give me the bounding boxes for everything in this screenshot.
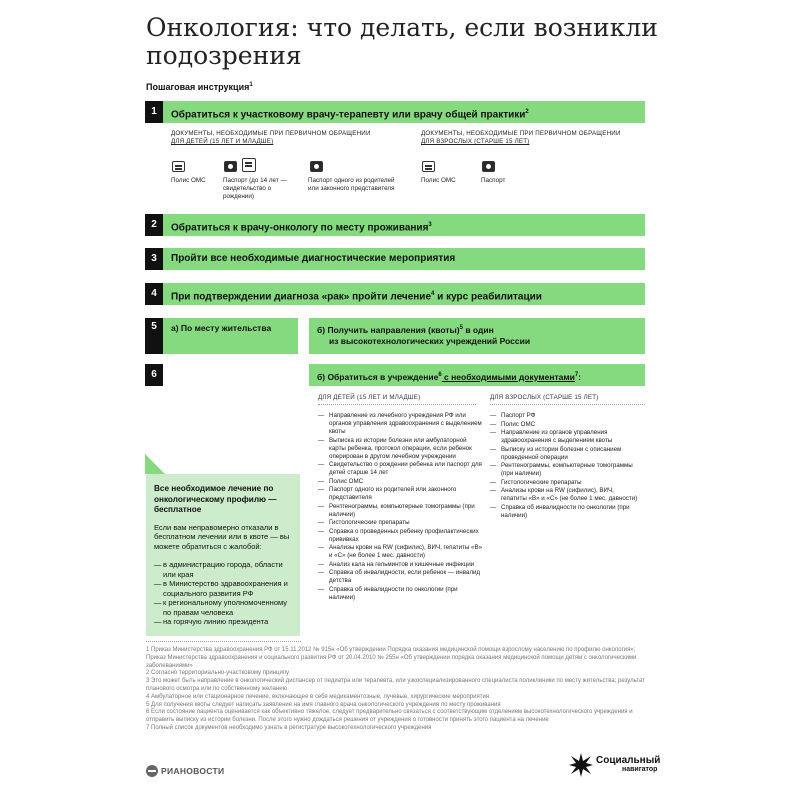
footnote: 6 Если состояние пациента оценивается как объективно тяжелое, следует предварительно связаться с соответствующим отделением высокотехнологического учреждения и отправить выписку из истории болезни. После этого нужно дождаться решения от учреждения о готовности принять этого пациента на лечение: [146, 709, 633, 724]
adults-divider: [490, 404, 645, 405]
step-number-5: 5: [145, 318, 163, 354]
list-item: — Полис ОМС: [490, 421, 640, 429]
step-3-bar: Пройти все необходимые диагностические мероприятия: [163, 248, 645, 270]
adults-docs-header: ДОКУМЕНТЫ, НЕОБХОДИМЫЕ ПРИ ПЕРВИЧНОМ ОБРАЩЕНИИ ДЛЯ ВЗРОСЛЫХ (СТАРШЕ 15 ЛЕТ): [421, 130, 621, 145]
step-number-4: 4: [145, 283, 163, 305]
children-divider: [318, 404, 476, 405]
footnote: 5 Для получения квоты следует написать заявление на имя главного врача онкологического учреждения по месту проживания: [146, 701, 501, 708]
social-navigator-splash-icon: [568, 752, 594, 778]
instruction-subtitle: Пошаговая инструкция$^1$: [146, 82, 253, 92]
ria-globe-icon: [146, 765, 158, 777]
child-doc-parent-passport: Паспорт одного из родителей или законного представителя: [308, 177, 395, 192]
list-item: — Выписка из истории болезни или амбулаторной карты ребенка, протокол операции, если ребенок оперирован в другом лечебном учреждении: [318, 437, 483, 461]
step-2-bar: Обратиться к врачу-онкологу по месту проживания$^3$: [163, 214, 645, 236]
free-treatment-box: [146, 474, 300, 636]
complaint-item: — в Министерство здравоохранения и социального развития РФ: [154, 579, 292, 598]
step-5a-local: а) По месту жительства: [163, 318, 298, 354]
list-item: — Направление из органов управления здравоохранения с выделением квоты: [490, 429, 640, 445]
complaint-item: — в администрацию города, области или края: [154, 560, 292, 579]
birth-certificate-icon: [242, 158, 256, 172]
child-doc-passport: Паспорт (до 14 лет — свидетельство о рождении): [223, 177, 287, 200]
footnote: 1 Приказ Министерства здравоохранения РФ от 15.11.2012 № 915н «Об утверждении Порядка оказания медицинской помощи взрослому населению по профилю онкология»; Приказ Министерства здравоохранения и социального развития РФ от 20.04.2010 № 255н «Об утверждении порядка оказания медицинской помощи детям с онкологическими заболеваниями»: [146, 647, 637, 669]
sidebox-title: Все необходимое лечение по онкологическому профилю — бесплатное: [154, 484, 277, 514]
adult-doc-passport: Паспорт: [481, 177, 506, 184]
adult-passport-icon: [482, 161, 495, 172]
step-1-bar: Обратиться к участковому врачу-терапевту или врачу общей практики$^2$: [163, 101, 645, 123]
list-item: — Рентгенограммы, компьютерные томограммы (при наличии): [490, 462, 640, 478]
list-item: — Рентгенограммы, компьютерные томограммы (при наличии): [318, 503, 483, 519]
children-docs-header: ДОКУМЕНТЫ, НЕОБХОДИМЫЕ ПРИ ПЕРВИЧНОМ ОБРАЩЕНИИ ДЛЯ ДЕТЕЙ (15 ЛЕТ И МЛАДШЕ): [171, 130, 371, 145]
child-doc-insurance: Полис ОМС: [171, 177, 206, 184]
list-item: — Паспорт одного из родителей или законного представителя: [318, 486, 483, 502]
page-title: Онкология: что делать, если возникли подозрения: [146, 13, 658, 70]
passport-icon: [224, 161, 237, 172]
step-number-1: 1: [145, 101, 163, 123]
sidebox-text: Если вам неправомерно отказали в бесплатном лечении или в квоте — вы можете обратиться с жалобой:: [154, 522, 290, 551]
step-number-2: 2: [145, 214, 163, 236]
children-list-header: ДЛЯ ДЕТЕЙ (15 ЛЕТ И МЛАДШЕ): [318, 394, 421, 401]
children-docs-list: [318, 412, 483, 602]
list-item: — Свидетельство о рождении ребенка или паспорт для детей старше 14 лет: [318, 461, 483, 477]
step-4-bar: При подтверждении диагноза «рак» пройти лечение$^4$ и курс реабилитации: [163, 283, 645, 305]
list-item: — Гистологические препараты: [490, 479, 640, 487]
step-5b-quota: б) Получить направления (квоты)$^5$ в один из высокотехнологических учреждений России: [309, 318, 645, 354]
complaint-list: [154, 560, 292, 627]
list-item: — Справка об инвалидности по онкологии (при наличии): [318, 586, 483, 602]
list-item: — Справка об инвалидности по онкологии (при наличии): [490, 504, 640, 520]
list-item: — Анализ кала на гельминтов и кишечные инфекции: [318, 561, 483, 569]
social-navigator-logo: Социальный навигатор: [596, 755, 661, 773]
list-item: — Направление из лечебного учреждения РФ или органов управления здравоохранения с выделением квоты: [318, 412, 483, 436]
adult-doc-insurance: Полис ОМС: [421, 177, 456, 184]
adults-list-header: ДЛЯ ВЗРОСЛЫХ (СТАРШЕ 15 ЛЕТ): [490, 394, 599, 401]
list-item: — Полис ОМС: [318, 478, 483, 486]
list-item: — Справка об инвалидности, если ребенок — инвалид детства: [318, 569, 483, 585]
step-6-documents: б) Обратиться в учреждение$^6$ с необходимыми документами$^7$:: [309, 364, 645, 386]
list-item: — Выписку из истории болезни с описанием проведенной операции: [490, 446, 640, 462]
step-number-6: 6: [145, 364, 163, 386]
sidebox-bottom-divider: [146, 641, 301, 642]
complaint-item: — на горячую линию президента: [154, 617, 292, 627]
footnote: 7 Полный список документов необходимо узнать в регистратуре высокотехнологического учреждения: [146, 724, 432, 731]
footnote: 4 Амбулаторное или стационарное лечение, включающее в себя медикаментозные, лучевые, хирургические мероприятия: [146, 693, 490, 700]
adult-insurance-card-icon: [422, 161, 435, 172]
step-number-3: 3: [145, 248, 163, 270]
list-item: — Анализы крови на RW (сифилис), ВИЧ, гепатиты «В» и «С» (не более 1 мес. давности): [490, 487, 640, 503]
list-item: — Анализы крови на RW (сифилис), ВИЧ, гепатиты «В» и «С» (не более 1 мес. давности): [318, 544, 483, 560]
adults-docs-list: [490, 412, 640, 520]
ria-novosti-logo: РИАНОВОСТИ: [146, 765, 224, 777]
sidebox-corner: [145, 454, 165, 474]
list-item: — Паспорт РФ: [490, 412, 640, 420]
list-item: — Справка о проведенных ребенку профилактических прививках: [318, 528, 483, 544]
footnote: 2 Согласно территориально-участковому принципу: [146, 670, 290, 677]
list-item: — Гистологические препараты: [318, 519, 483, 527]
insurance-card-icon: [172, 161, 185, 172]
footnotes: [146, 647, 656, 733]
footnote: 3 Это может быть направление в онкологический диспансер от педиатра или терапевта, или узкоспециализированного специалиста поликлиники по месту жительства; результат планового осмотра или по собственному желанию: [146, 678, 645, 692]
parent-passport-icon: [310, 161, 323, 172]
complaint-item: — к региональному уполномоченному по правам человека: [154, 598, 292, 617]
